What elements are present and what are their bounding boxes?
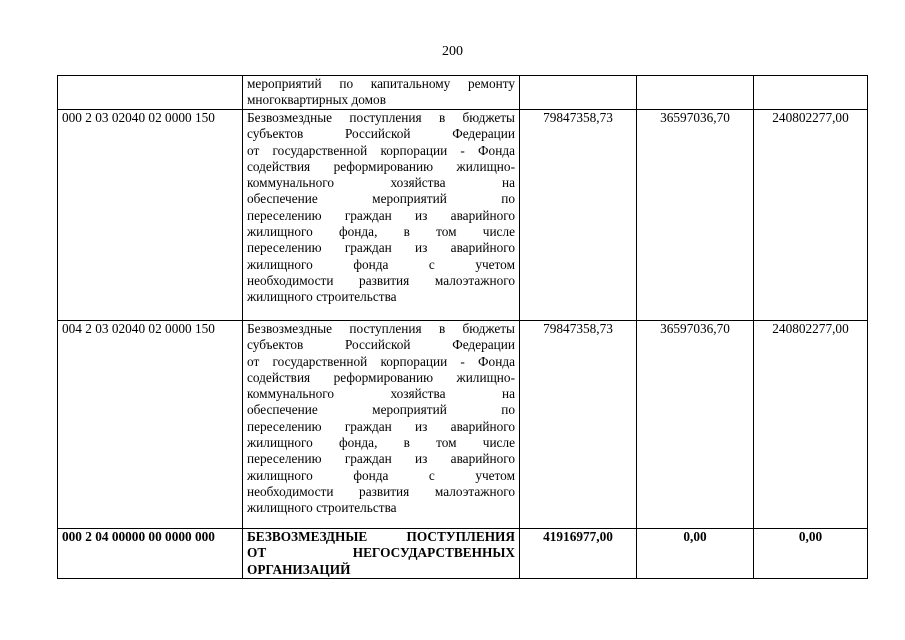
revenue-name-line: обеспечение мероприятий по	[247, 191, 515, 207]
revenue-table	[57, 75, 868, 579]
value-cell-3: 0,00	[754, 529, 868, 579]
table-row	[58, 110, 868, 321]
revenue-name-line: обеспечение мероприятий по	[247, 402, 515, 418]
revenue-name-line: ОРГАНИЗАЦИЙ	[247, 561, 351, 577]
revenue-name-line: жилищного фонда с учетом	[247, 256, 515, 272]
revenue-name-line: от государственной корпорации - Фонда	[247, 142, 515, 158]
page-number: 200	[442, 44, 463, 59]
value-cell-1: 41916977,00	[520, 529, 637, 579]
value-cell-3	[754, 76, 868, 110]
revenue-name-cell	[243, 529, 520, 579]
revenue-name-line: жилищного фонда, в том числе	[247, 435, 515, 451]
revenue-name-line: Безвозмездные поступления в бюджеты	[247, 321, 515, 336]
table-row	[58, 529, 868, 579]
revenue-name-line: жилищного строительства	[247, 500, 397, 516]
budget-code-cell: 000 2 03 02040 02 0000 150	[58, 110, 243, 321]
revenue-name-line: от государственной корпорации - Фонда	[247, 353, 515, 369]
budget-code-cell	[58, 76, 243, 110]
revenue-name-line: мероприятий по капитальному ремонту	[247, 76, 515, 91]
revenue-name-line: субъектов Российской Федерации	[247, 337, 515, 353]
value-cell-1: 79847358,73	[520, 110, 637, 321]
revenue-name-line: содействия реформированию жилищно-	[247, 158, 515, 174]
table-row	[58, 321, 868, 529]
budget-code-cell: 000 2 04 00000 00 0000 000	[58, 529, 243, 579]
revenue-name-line: коммунального хозяйства на	[247, 175, 515, 191]
revenue-name-cell	[243, 110, 520, 321]
value-cell-3: 240802277,00	[754, 321, 868, 529]
value-cell-2: 0,00	[637, 529, 754, 579]
revenue-name-cell	[243, 76, 520, 110]
value-cell-2	[637, 76, 754, 110]
value-cell-1	[520, 76, 637, 110]
value-cell-1: 79847358,73	[520, 321, 637, 529]
revenue-name-line: БЕЗВОЗМЕЗДНЫЕ ПОСТУПЛЕНИЯ	[247, 529, 515, 544]
value-cell-2: 36597036,70	[637, 110, 754, 321]
revenue-name-line: ОТ НЕГОСУДАРСТВЕННЫХ	[247, 545, 515, 561]
revenue-name-line: жилищного фонда, в том числе	[247, 224, 515, 240]
revenue-name-line: необходимости развития малоэтажного	[247, 272, 515, 288]
value-cell-3: 240802277,00	[754, 110, 868, 321]
value-cell-2: 36597036,70	[637, 321, 754, 529]
revenue-name-line: Безвозмездные поступления в бюджеты	[247, 110, 515, 125]
revenue-name-line: переселению граждан из аварийного	[247, 207, 515, 223]
revenue-name-line: содействия реформированию жилищно-	[247, 369, 515, 385]
revenue-name-line: переселению граждан из аварийного	[247, 451, 515, 467]
revenue-name-line: жилищного строительства	[247, 289, 397, 305]
revenue-name-line: переселению граждан из аварийного	[247, 418, 515, 434]
table-row	[58, 76, 868, 110]
revenue-name-line: многоквартирных домов	[247, 92, 386, 108]
revenue-name-line: необходимости развития малоэтажного	[247, 483, 515, 499]
revenue-name-line: субъектов Российской Федерации	[247, 126, 515, 142]
revenue-name-line: жилищного фонда с учетом	[247, 467, 515, 483]
revenue-name-line: переселению граждан из аварийного	[247, 240, 515, 256]
revenue-name-cell	[243, 321, 520, 529]
revenue-name-line: коммунального хозяйства на	[247, 386, 515, 402]
budget-code-cell: 004 2 03 02040 02 0000 150	[58, 321, 243, 529]
